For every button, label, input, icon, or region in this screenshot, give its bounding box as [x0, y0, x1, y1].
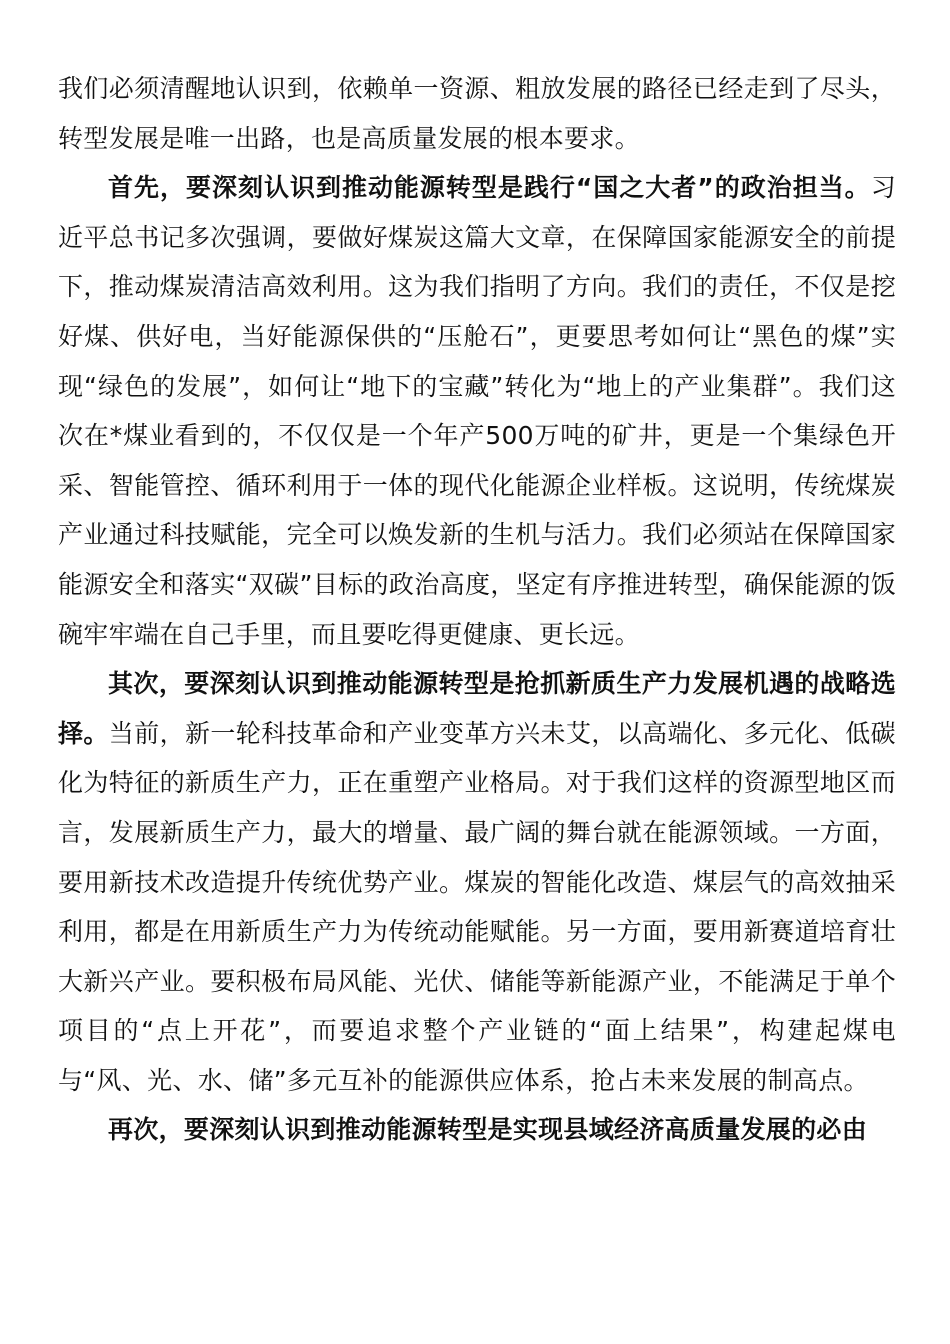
paragraph-text: 习近平总书记多次强调，要做好煤炭这篇大文章，在保障国家能源安全的前提下，推动煤炭清洁高效利用。这为我们指明了方向。我们的责任，不仅是挖好煤、供好电，当好能源保供的“压舱石”，更要思考如何让“黑色的煤”实现“绿色的发展”，如何让“地下的宝藏”转化为“地上的产业集群”。我们这次在*煤业看到的，不仅仅是一个年产500万吨的矿井，更是一个集绿色开采、智能管控、循环利用于一体的现代化能源企业样板。这说明，传统煤炭产业通过科技赋能，完全可以焕发新的生机与活力。我们必须站在保障国家能源安全和落实“双碳”目标的政治高度，坚定有序推进转型，确保能源的饭碗牢牢端在自己手里，而且要吃得更健康、更长远。 [58, 173, 896, 649]
paragraph-heading: 其次，要深刻认识到推动能源转型是抢抓新质生产力发展机遇的战略选择。 [58, 669, 896, 748]
paragraph-intro [58, 64, 896, 163]
paragraph-heading: 首先，要深刻认识到推动能源转型是践行“国之大者”的政治担当。 [108, 173, 871, 203]
paragraph-text: 我们必须清醒地认识到，依赖单一资源、粗放发展的路径已经走到了尽头，转型发展是唯一出路，也是高质量发展的根本要求。 [58, 74, 896, 153]
paragraph-third-point [58, 1105, 896, 1155]
document-body [58, 64, 896, 1155]
paragraph-heading: 再次，要深刻认识到推动能源转型是实现县域经济高质量发展的必由 [108, 1115, 868, 1145]
paragraph-first-point [58, 163, 896, 659]
paragraph-second-point [58, 659, 896, 1105]
paragraph-text: 当前，新一轮科技革命和产业变革方兴未艾，以高端化、多元化、低碳化为特征的新质生产力，正在重塑产业格局。对于我们这样的资源型地区而言，发展新质生产力，最大的增量、最广阔的舞台就在能源领域。一方面，要用新技术改造提升传统优势产业。煤炭的智能化改造、煤层气的高效抽采利用，都是在用新质生产力为传统动能赋能。另一方面，要用新赛道培育壮大新兴产业。要积极布局风能、光伏、储能等新能源产业，不能满足于单个项目的“点上开花”，而要追求整个产业链的“面上结果”，构建起煤电与“风、光、水、储”多元互补的能源供应体系，抢占未来发展的制高点。 [58, 718, 896, 1095]
